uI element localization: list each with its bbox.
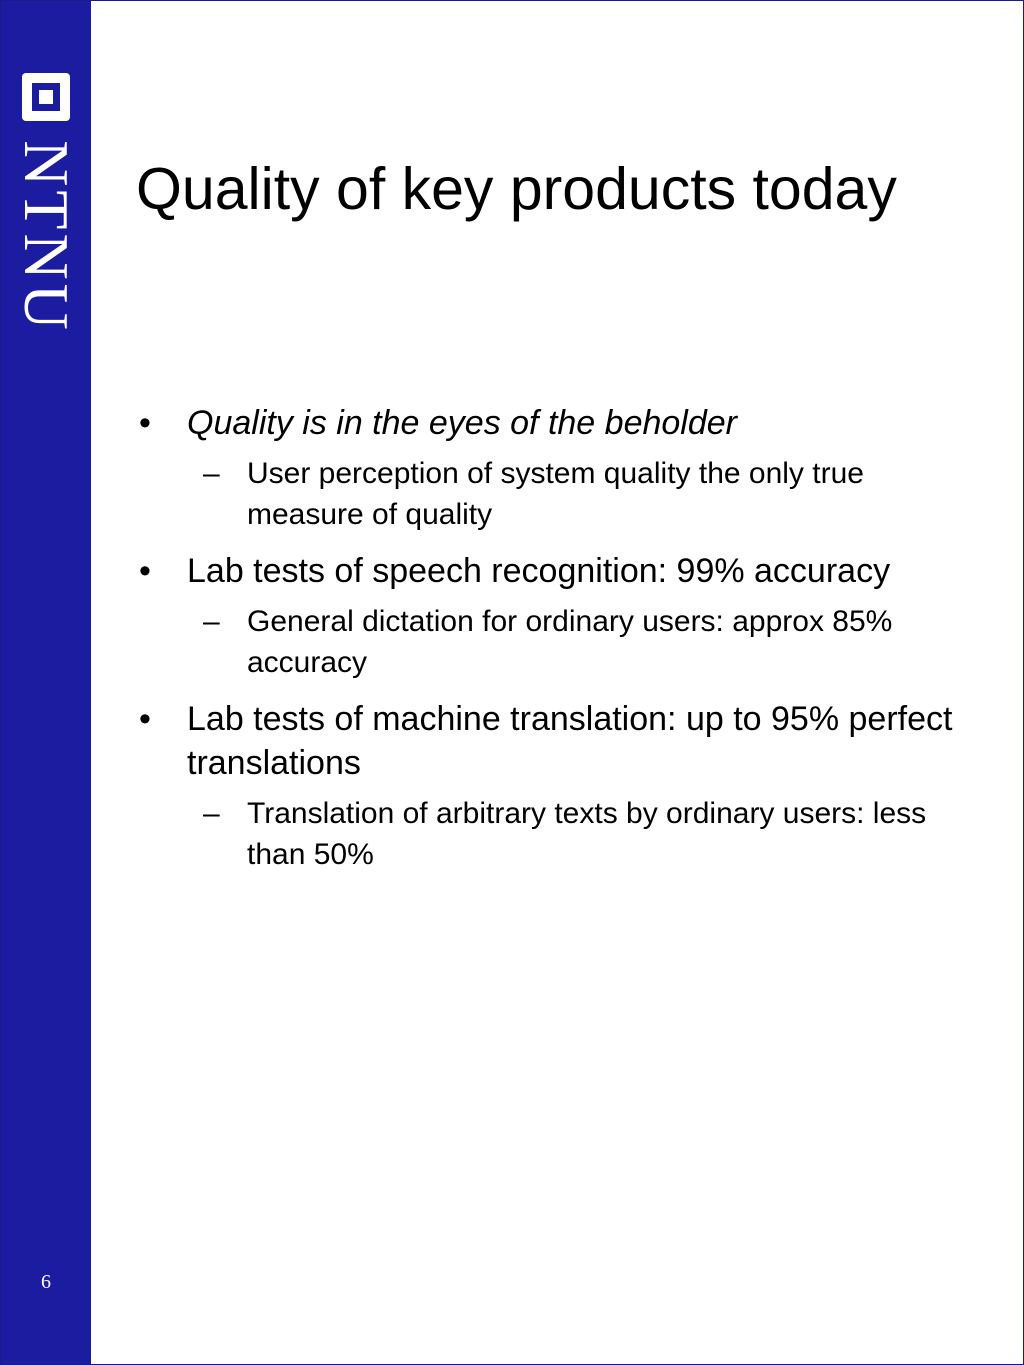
bullet-text: Lab tests of speech recognition: 99% accuracy bbox=[187, 552, 891, 590]
slide-title: Quality of key products today bbox=[136, 156, 897, 222]
sidebar bbox=[1, 1, 91, 1364]
bullet-item bbox=[131, 401, 991, 445]
page-number: 6 bbox=[41, 1271, 51, 1293]
bullet-item bbox=[131, 697, 991, 785]
bullet-marker: • bbox=[139, 700, 151, 738]
bullet-marker: • bbox=[139, 552, 151, 590]
bullet-item bbox=[131, 549, 991, 593]
sub-text: Translation of arbitrary texts by ordinary users: less than 50% bbox=[247, 797, 927, 871]
sub-item bbox=[131, 601, 991, 683]
dash-marker: – bbox=[203, 797, 220, 830]
sub-item bbox=[131, 793, 991, 875]
bullet-text: Lab tests of machine translation: up to 95% perfect translations bbox=[187, 700, 953, 782]
dash-marker: – bbox=[203, 457, 220, 490]
ntnu-logo-text: NTNU bbox=[11, 140, 82, 334]
sub-item bbox=[131, 453, 991, 535]
bullet-marker: • bbox=[139, 404, 151, 442]
bullet-text: Quality is in the eyes of the beholder bbox=[187, 404, 737, 442]
sub-text: User perception of system quality the only true measure of quality bbox=[247, 457, 864, 531]
dash-marker: – bbox=[203, 605, 220, 638]
sub-text: General dictation for ordinary users: approx 85% accuracy bbox=[247, 605, 893, 679]
ntnu-logo-icon bbox=[22, 73, 70, 121]
bullet-list bbox=[131, 401, 991, 889]
